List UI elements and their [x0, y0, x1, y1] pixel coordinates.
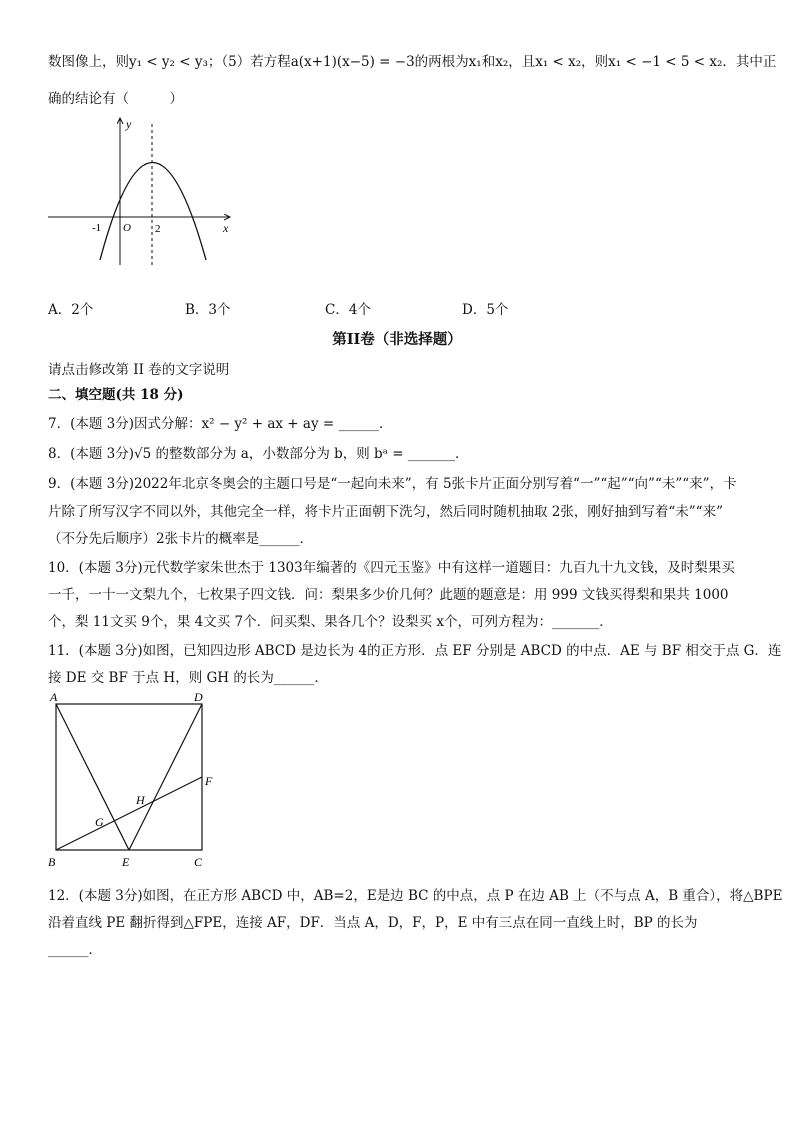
tick-neg-one: -1 — [92, 222, 102, 234]
question-10-line2: 一千，一十一文梨九个，七枚果子四文钱．问：梨果多少价几何？此题的题意是：用 999 文钱买得梨和果共 1000 — [48, 587, 729, 603]
square-abcd — [56, 704, 202, 850]
y-axis-label: y — [126, 117, 132, 131]
x-axis-label: x — [223, 221, 229, 235]
choice-a: A．2个 — [48, 302, 94, 318]
segment-bf — [56, 777, 202, 850]
question-8: 8．(本题 3分)√5 的整数部分为 a，小数部分为 b，则 bᵃ = _______． — [48, 446, 469, 462]
question-7: 7．(本题 3分)因式分解：x² − y² + ax + ay = ______． — [48, 416, 393, 432]
square-figure — [40, 688, 230, 876]
label-h: H — [136, 793, 145, 807]
choice-b: B．3个 — [185, 302, 231, 318]
question-9-line3: （不分先后顺序）2张卡片的概率是______． — [48, 531, 314, 547]
question-9-line2: 片除了所写汉字不同以外，其他完全一样，将卡片正面朝下洗匀，然后同时随机抽取 2张，刚好抽到写着“未”“来” — [48, 504, 723, 520]
question-10-line3: 个，梨 11文买 9个，果 4文买 7个．问买梨、果各几个？设梨买 x个，可列方程为：_______． — [48, 614, 613, 630]
question-11-line2: 接 DE 交 BF 于点 H，则 GH 的长为______． — [48, 670, 328, 686]
question-9-line1: 9．(本题 3分)2022年北京冬奥会的主题口号是“一起向未来”，有 5张卡片正面分别写着“一”“起”“向”“未”“来”，卡 — [48, 476, 737, 492]
label-a: A — [50, 690, 58, 704]
label-f: F — [205, 774, 213, 788]
q6-text-line1: 数图像上，则y₁ < y₂ < y₃；（5）若方程a(x+1)(x−5) = −3的两根为x₁和x₂，且x₁ < x₂，则x₁ < −1 < 5 < x₂．其中正 — [48, 54, 777, 70]
segment-de — [129, 704, 202, 850]
label-b: B — [48, 855, 56, 869]
question-12-line3: ______． — [48, 942, 102, 958]
question-10-line1: 10．(本题 3分)元代数学家朱世杰于 1303年编著的《四元玉鉴》中有这样一道题目：九百九十九文钱，及时梨果买 — [48, 560, 735, 576]
question-12-line1: 12．(本题 3分)如图，在正方形 ABCD 中，AB=2，E是边 BC 的中点，点 P 在边 AB 上（不与点 A，B 重合），将△BPE — [48, 888, 783, 904]
parabola-curve — [100, 163, 206, 261]
tick-two: 2 — [155, 223, 161, 235]
choice-d: D．5个 — [462, 302, 509, 318]
label-d: D — [194, 690, 203, 704]
question-12-line2: 沿着直线 PE 翻折得到△FPE，连接 AF，DF．当点 A，D，F，P，E 中有三点在同一直线上时，BP 的长为 — [48, 915, 698, 931]
fill-in-heading: 二、填空题(共 18 分) — [48, 387, 184, 403]
section-note: 请点击修改第 II 卷的文字说明 — [48, 362, 230, 378]
question-11-line1: 11．(本题 3分)如图，已知四边形 ABCD 是边长为 4的正方形．点 EF 分别是 ABCD 的中点．AE 与 BF 相交于点 G．连 — [48, 643, 782, 659]
segment-ae — [56, 704, 129, 850]
section-title: 第II卷（非选择题） — [332, 331, 462, 348]
origin-label: O — [123, 222, 131, 234]
parabola-graph — [40, 110, 250, 270]
q6-text-line2: 确的结论有（ ） — [48, 91, 183, 107]
choice-c: C．4个 — [325, 302, 371, 318]
label-c: C — [194, 855, 203, 869]
label-e: E — [122, 855, 130, 869]
label-g: G — [95, 815, 104, 829]
